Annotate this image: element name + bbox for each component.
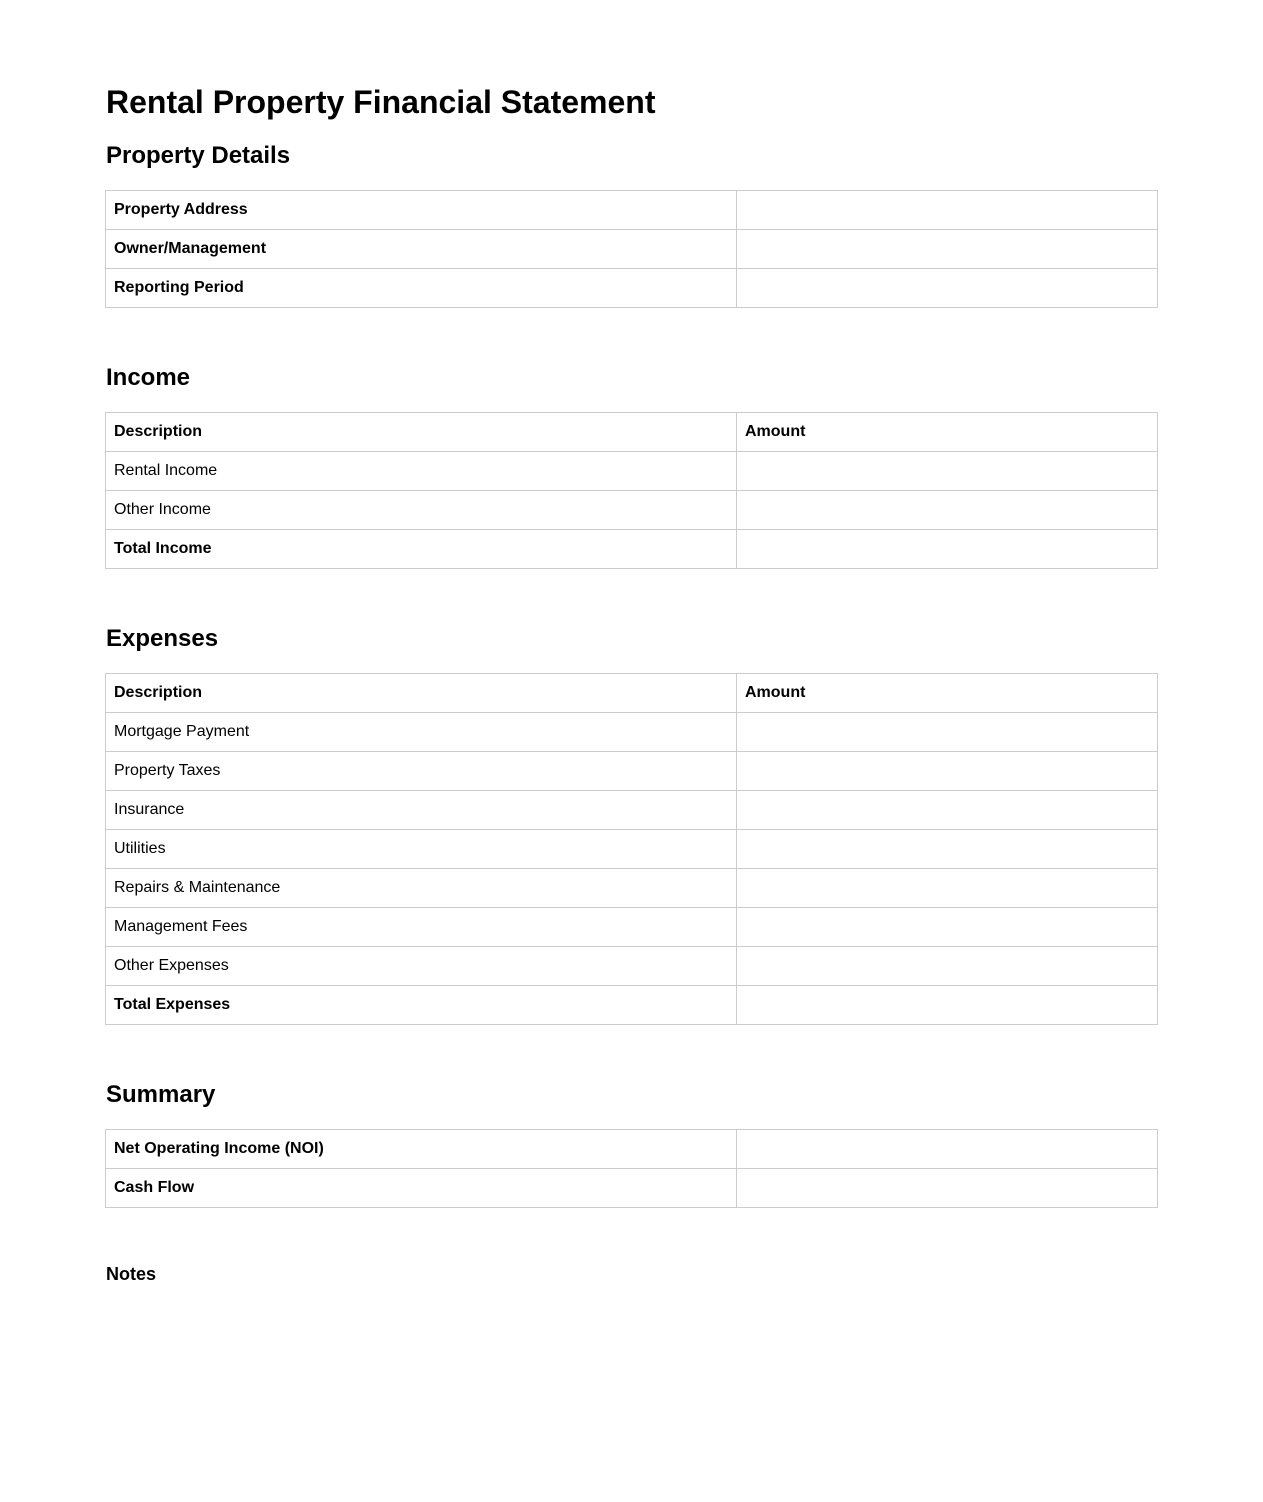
notes-heading: Notes xyxy=(106,1264,157,1284)
table-row xyxy=(106,791,1158,830)
value-cell[interactable] xyxy=(737,530,1158,569)
row-label: Other Income xyxy=(106,491,737,530)
document xyxy=(105,0,1158,1285)
row-label: Utilities xyxy=(106,830,737,869)
value-cell[interactable] xyxy=(737,908,1158,947)
value-cell[interactable] xyxy=(737,1130,1158,1169)
value-cell[interactable] xyxy=(737,269,1158,308)
value-cell[interactable] xyxy=(737,491,1158,530)
value-cell[interactable] xyxy=(737,752,1158,791)
table-row xyxy=(106,191,1158,230)
row-label: Owner/Management xyxy=(106,230,737,269)
row-label: Property Taxes xyxy=(106,752,737,791)
row-label: Reporting Period xyxy=(106,269,737,308)
row-label: Net Operating Income (NOI) xyxy=(106,1130,737,1169)
row-label: Management Fees xyxy=(106,908,737,947)
value-cell[interactable] xyxy=(737,230,1158,269)
table-row xyxy=(106,1169,1158,1208)
header-row xyxy=(106,413,1158,452)
row-label: Total Expenses xyxy=(106,986,737,1025)
row-label: Description xyxy=(106,674,737,713)
summary-table xyxy=(105,1129,1158,1208)
value-cell[interactable] xyxy=(737,713,1158,752)
row-label: Total Income xyxy=(106,530,737,569)
column-header: Amount xyxy=(737,413,1158,452)
table-row xyxy=(106,908,1158,947)
row-label: Property Address xyxy=(106,191,737,230)
row-label: Other Expenses xyxy=(106,947,737,986)
table-row xyxy=(106,752,1158,791)
row-label: Mortgage Payment xyxy=(106,713,737,752)
table-row xyxy=(106,269,1158,308)
table-row xyxy=(106,230,1158,269)
value-cell[interactable] xyxy=(737,1169,1158,1208)
section-heading-income: Income xyxy=(106,364,191,391)
value-cell[interactable] xyxy=(737,452,1158,491)
table-row xyxy=(106,491,1158,530)
value-cell[interactable] xyxy=(737,869,1158,908)
page-title: Rental Property Financial Statement xyxy=(106,84,656,120)
row-label: Description xyxy=(106,413,737,452)
table-row xyxy=(106,830,1158,869)
property-details-table xyxy=(105,190,1158,308)
table-row xyxy=(106,947,1158,986)
value-cell[interactable] xyxy=(737,830,1158,869)
value-cell[interactable] xyxy=(737,191,1158,230)
value-cell[interactable] xyxy=(737,947,1158,986)
header-row xyxy=(106,674,1158,713)
row-label: Repairs & Maintenance xyxy=(106,869,737,908)
section-heading-expenses: Expenses xyxy=(106,625,219,652)
table-row xyxy=(106,452,1158,491)
income-table xyxy=(105,412,1158,569)
row-label: Rental Income xyxy=(106,452,737,491)
table-row xyxy=(106,713,1158,752)
total-row xyxy=(106,530,1158,569)
total-row xyxy=(106,986,1158,1025)
row-label: Cash Flow xyxy=(106,1169,737,1208)
table-row xyxy=(106,1130,1158,1169)
section-heading-summary: Summary xyxy=(106,1081,216,1108)
column-header: Amount xyxy=(737,674,1158,713)
value-cell[interactable] xyxy=(737,986,1158,1025)
section-heading-property-details: Property Details xyxy=(106,142,291,169)
row-label: Insurance xyxy=(106,791,737,830)
table-row xyxy=(106,869,1158,908)
expenses-table xyxy=(105,673,1158,1025)
value-cell[interactable] xyxy=(737,791,1158,830)
